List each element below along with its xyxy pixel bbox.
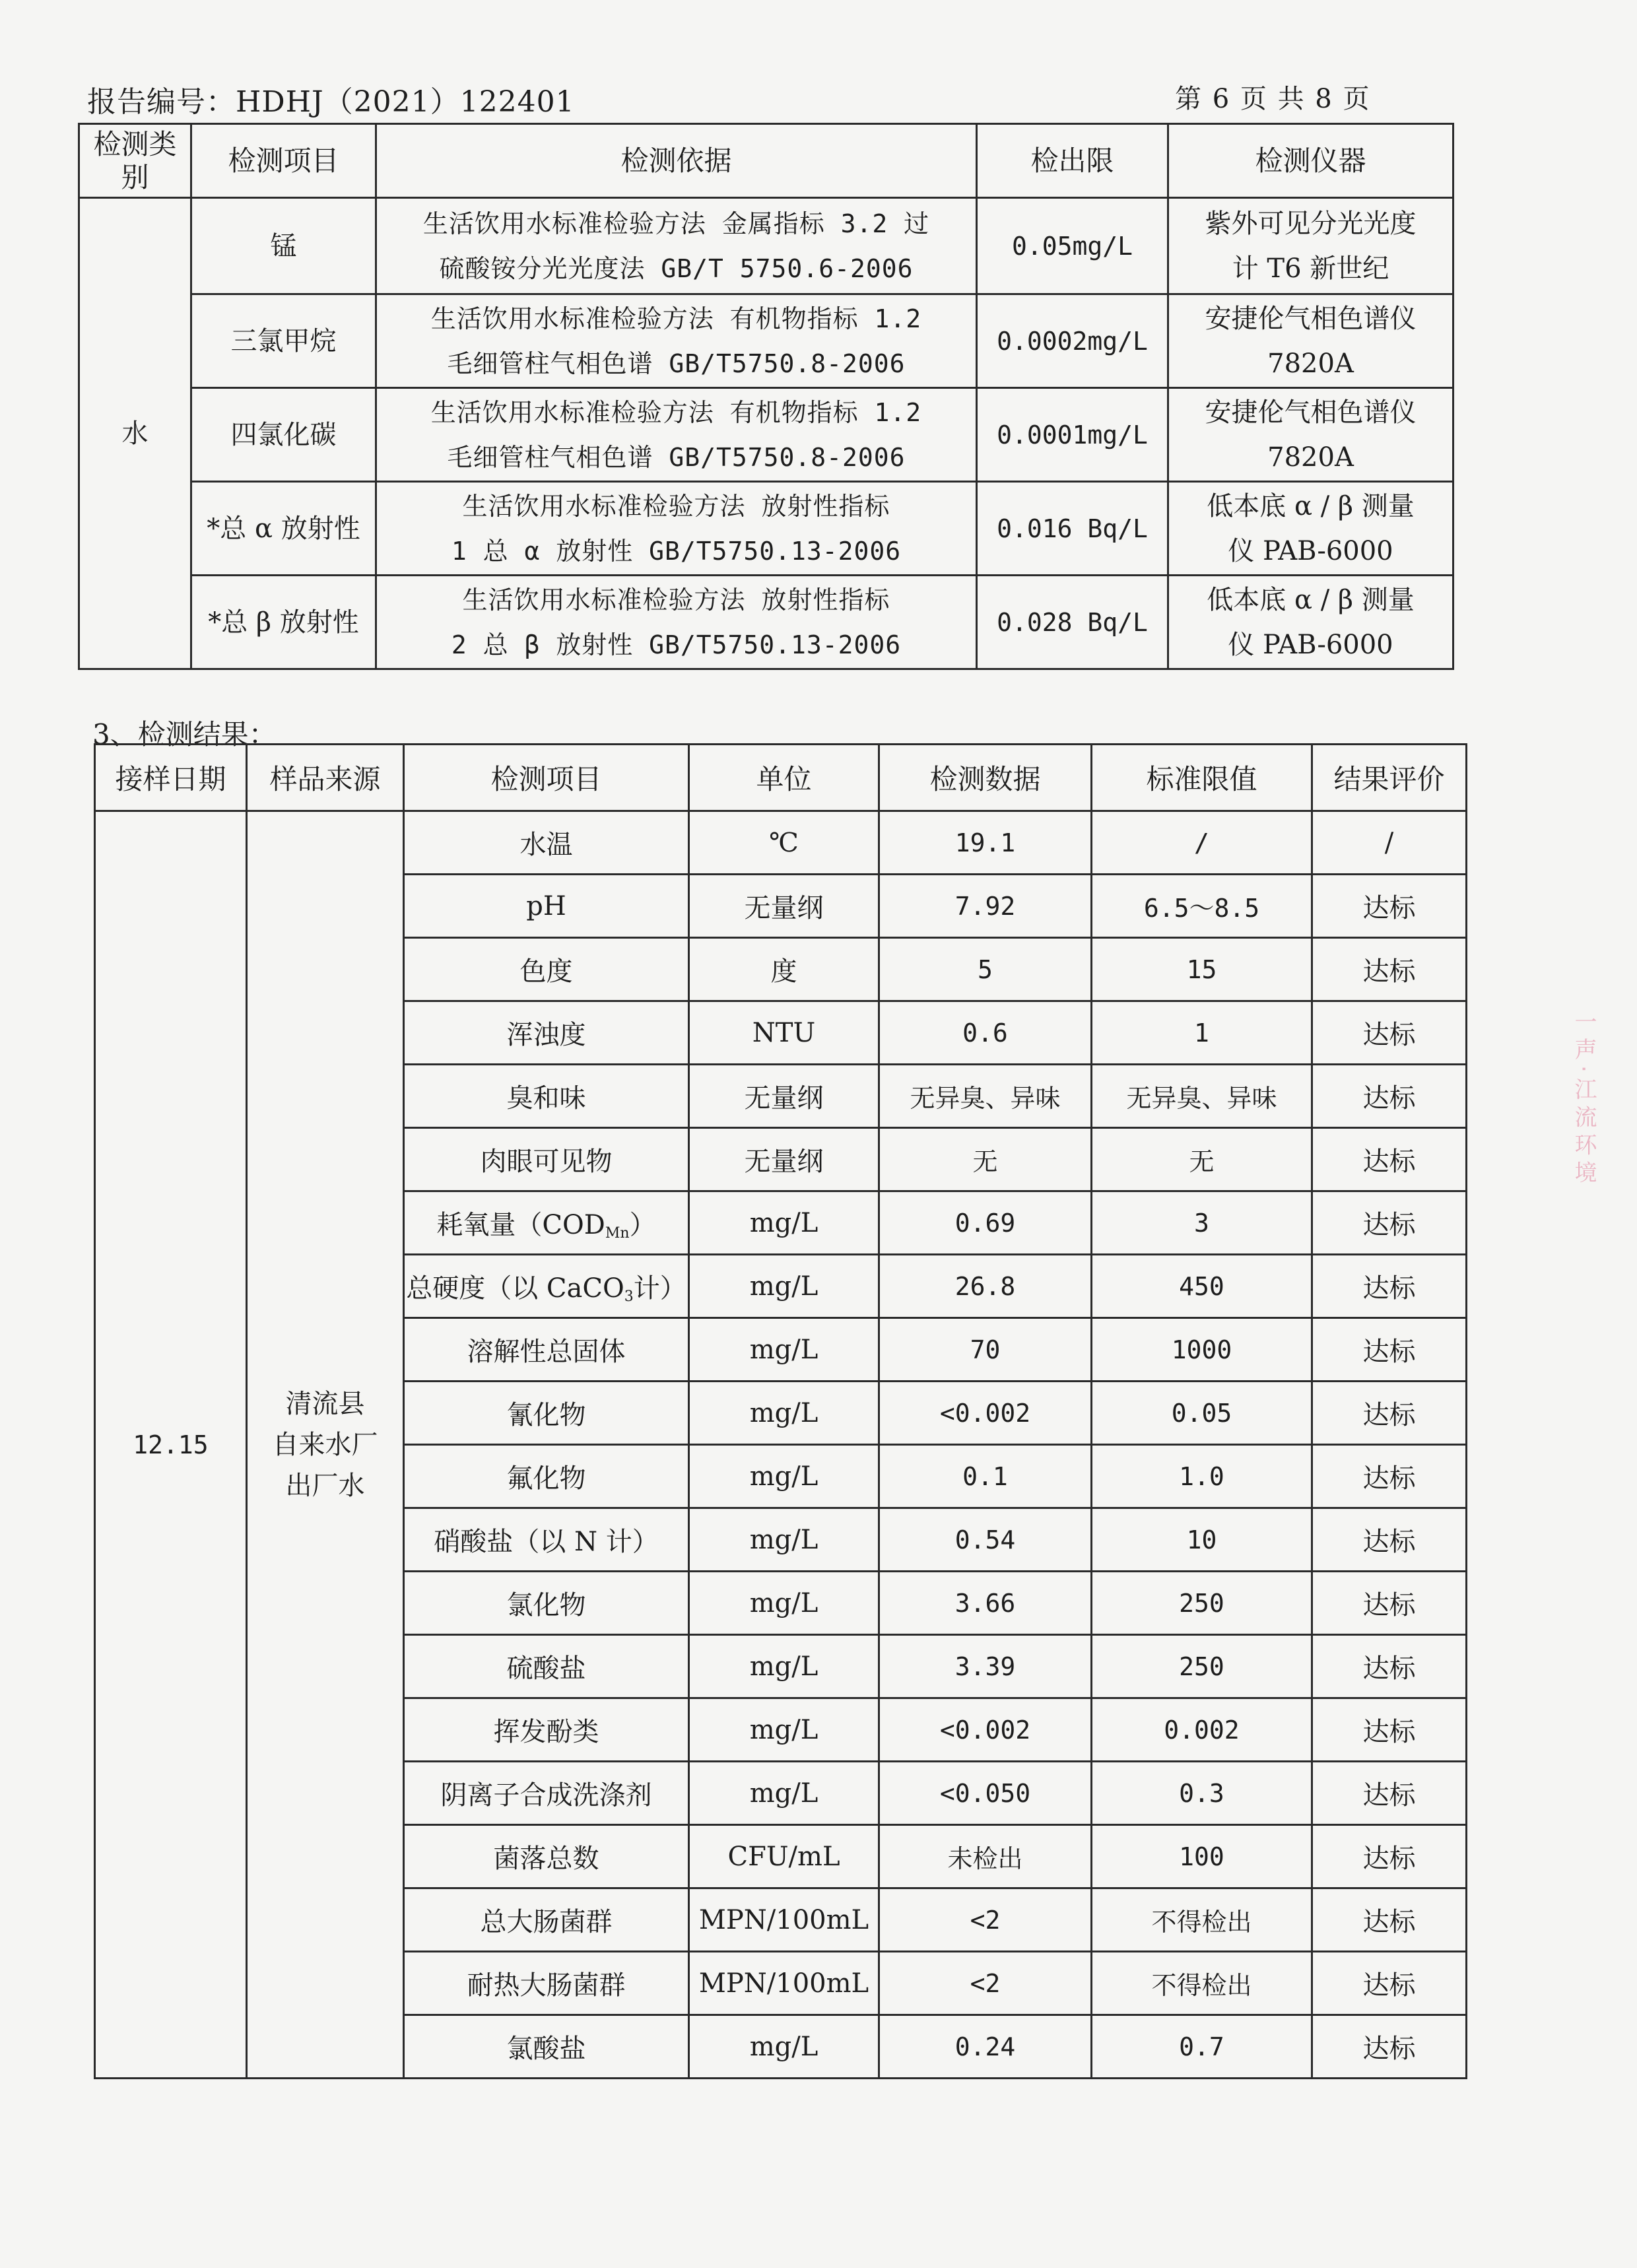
- methods-row: [79, 576, 1453, 669]
- methods-header-instrument: 检测仪器: [1168, 124, 1453, 198]
- result-value: <0.002: [879, 1382, 1092, 1445]
- result-unit: mg/L: [689, 1698, 879, 1762]
- result-limit: 0.05: [1092, 1382, 1312, 1445]
- result-value: <2: [879, 1888, 1092, 1952]
- result-unit: CFU/mL: [689, 1825, 879, 1888]
- result-item: 臭和味: [404, 1065, 689, 1128]
- results-header-source: 样品来源: [247, 745, 404, 811]
- result-evaluation: 达标: [1312, 938, 1467, 1001]
- result-evaluation: 达标: [1312, 1445, 1467, 1508]
- result-item: 挥发酚类: [404, 1698, 689, 1762]
- result-limit: 不得检出: [1092, 1888, 1312, 1952]
- results-row: [95, 811, 1467, 875]
- result-unit: 无量纲: [689, 1065, 879, 1128]
- result-limit: 3: [1092, 1191, 1312, 1255]
- result-unit: mg/L: [689, 1382, 879, 1445]
- result-limit: 250: [1092, 1572, 1312, 1635]
- results-table: [94, 743, 1467, 2079]
- methods-instrument-line-1: 安捷伦气相色谱仪: [1205, 303, 1417, 334]
- result-evaluation: 达标: [1312, 875, 1467, 938]
- methods-basis-line-1: 生活饮用水标准检验方法 金属指标 3.2 过: [422, 209, 930, 238]
- methods-header-limit: 检出限: [977, 124, 1168, 198]
- result-unit: MPN/100mL: [689, 1888, 879, 1952]
- result-item-tail: ）: [629, 1210, 656, 1240]
- result-unit: mg/L: [689, 1762, 879, 1825]
- result-unit: mg/L: [689, 1318, 879, 1382]
- result-item: 氰化物: [404, 1382, 689, 1445]
- result-item: 色度: [404, 938, 689, 1001]
- methods-basis-line-2: 毛细管柱气相色谱 GB/T5750.8-2006: [447, 442, 906, 472]
- result-limit: 6.5～8.5: [1092, 875, 1312, 938]
- result-item: 氯酸盐: [404, 2015, 689, 2079]
- sample-source: [247, 811, 404, 2079]
- methods-row: [79, 388, 1453, 482]
- result-item-tail: 计）: [633, 1273, 686, 1304]
- result-limit: 不得检出: [1092, 1952, 1312, 2015]
- methods-basis-line-2: 2 总 β 放射性 GB/T5750.13-2006: [451, 630, 902, 659]
- methods-basis-line-1: 生活饮用水标准检验方法 放射性指标: [462, 491, 890, 521]
- methods-limit: 0.05mg/L: [977, 198, 1168, 294]
- methods-basis: [376, 388, 977, 482]
- result-evaluation: 达标: [1312, 1698, 1467, 1762]
- result-value: 0.24: [879, 2015, 1092, 2079]
- result-unit: mg/L: [689, 1508, 879, 1572]
- methods-category: 水: [79, 198, 191, 669]
- result-item: 菌落总数: [404, 1825, 689, 1888]
- result-limit: 无异臭、异味: [1092, 1065, 1312, 1128]
- result-limit: 450: [1092, 1255, 1312, 1318]
- result-item-main: 耗氧量（COD: [436, 1210, 605, 1240]
- result-value: 5: [879, 938, 1092, 1001]
- result-item: 肉眼可见物: [404, 1128, 689, 1191]
- result-limit: 0.7: [1092, 2015, 1312, 2079]
- result-evaluation: 达标: [1312, 1572, 1467, 1635]
- result-item-subscript: 3: [624, 1288, 634, 1305]
- result-unit: mg/L: [689, 1191, 879, 1255]
- methods-table: [78, 123, 1454, 670]
- result-limit: 1000: [1092, 1318, 1312, 1382]
- methods-basis-line-1: 生活饮用水标准检验方法 有机物指标 1.2: [430, 397, 922, 427]
- results-header-evaluation: 结果评价: [1312, 745, 1467, 811]
- results-header-limit: 标准限值: [1092, 745, 1312, 811]
- results-header-date: 接样日期: [95, 745, 247, 811]
- methods-item: *总 β 放射性: [191, 576, 376, 669]
- result-unit: mg/L: [689, 1445, 879, 1508]
- methods-item: 三氯甲烷: [191, 294, 376, 388]
- result-limit: 100: [1092, 1825, 1312, 1888]
- methods-instrument-line-1: 低本底 α / β 测量: [1207, 584, 1415, 615]
- seal-stamp: 一声·江流环境: [1570, 1010, 1597, 1189]
- result-evaluation: 达标: [1312, 1508, 1467, 1572]
- result-item: [404, 1255, 689, 1318]
- results-header-unit: 单位: [689, 745, 879, 811]
- result-evaluation: 达标: [1312, 1128, 1467, 1191]
- result-evaluation: /: [1312, 811, 1467, 875]
- methods-instrument-line-2: 计 T6 新世纪: [1232, 253, 1389, 284]
- result-value: 3.66: [879, 1572, 1092, 1635]
- result-value: 0.1: [879, 1445, 1092, 1508]
- result-value: 无异臭、异味: [879, 1065, 1092, 1128]
- result-limit: 无: [1092, 1128, 1312, 1191]
- result-value: 3.39: [879, 1635, 1092, 1698]
- methods-basis-line-2: 1 总 α 放射性 GB/T5750.13-2006: [451, 536, 902, 566]
- result-item: 总大肠菌群: [404, 1888, 689, 1952]
- methods-instrument-line-1: 安捷伦气相色谱仪: [1205, 397, 1417, 428]
- methods-limit: 0.016 Bq/L: [977, 482, 1168, 576]
- methods-item: 四氯化碳: [191, 388, 376, 482]
- result-evaluation: 达标: [1312, 1825, 1467, 1888]
- result-value: 0.54: [879, 1508, 1092, 1572]
- methods-row: [79, 294, 1453, 388]
- methods-basis: [376, 198, 977, 294]
- methods-limit: 0.0002mg/L: [977, 294, 1168, 388]
- result-evaluation: 达标: [1312, 1191, 1467, 1255]
- methods-header-basis: 检测依据: [376, 124, 977, 198]
- methods-item: *总 α 放射性: [191, 482, 376, 576]
- result-limit: 250: [1092, 1635, 1312, 1698]
- result-unit: ℃: [689, 811, 879, 875]
- sample-source-line-1: 清流县: [285, 1388, 365, 1419]
- result-item: [404, 1191, 689, 1255]
- result-limit: 0.002: [1092, 1698, 1312, 1762]
- result-value: 未检出: [879, 1825, 1092, 1888]
- result-evaluation: 达标: [1312, 1635, 1467, 1698]
- methods-row: [79, 482, 1453, 576]
- methods-header-category: 检测类别: [79, 124, 191, 198]
- result-unit: mg/L: [689, 1255, 879, 1318]
- result-value: 7.92: [879, 875, 1092, 938]
- methods-instrument-line-2: 仪 PAB-6000: [1228, 535, 1393, 566]
- result-value: 0.69: [879, 1191, 1092, 1255]
- result-item: 阴离子合成洗涤剂: [404, 1762, 689, 1825]
- result-unit: 无量纲: [689, 875, 879, 938]
- methods-instrument: [1168, 198, 1453, 294]
- result-item: 溶解性总固体: [404, 1318, 689, 1382]
- result-unit: mg/L: [689, 2015, 879, 2079]
- methods-limit: 0.028 Bq/L: [977, 576, 1168, 669]
- result-limit: 1: [1092, 1001, 1312, 1065]
- methods-basis-line-2: 毛细管柱气相色谱 GB/T5750.8-2006: [447, 349, 906, 378]
- result-evaluation: 达标: [1312, 1888, 1467, 1952]
- result-unit: mg/L: [689, 1572, 879, 1635]
- result-item: 硝酸盐（以 N 计）: [404, 1508, 689, 1572]
- result-item: pH: [404, 875, 689, 938]
- sample-source-line-2: 自来水厂: [272, 1429, 378, 1460]
- result-evaluation: 达标: [1312, 1382, 1467, 1445]
- results-header-value: 检测数据: [879, 745, 1092, 811]
- report-number: 报告编号：HDHJ（2021）122401: [87, 85, 575, 119]
- result-item: 氟化物: [404, 1445, 689, 1508]
- result-limit: 1.0: [1092, 1445, 1312, 1508]
- result-value: 26.8: [879, 1255, 1092, 1318]
- methods-instrument-line-2: 7820A: [1267, 348, 1354, 379]
- results-header-item: 检测项目: [404, 745, 689, 811]
- result-unit: mg/L: [689, 1635, 879, 1698]
- sample-source-line-3: 出厂水: [285, 1470, 365, 1501]
- methods-instrument-line-2: 仪 PAB-6000: [1228, 629, 1393, 660]
- result-value: 19.1: [879, 811, 1092, 875]
- methods-basis-line-2: 硫酸铵分光光度法 GB/T 5750.6-2006: [439, 253, 914, 283]
- methods-instrument-line-1: 紫外可见分光光度: [1205, 208, 1417, 239]
- methods-instrument: [1168, 388, 1453, 482]
- result-evaluation: 达标: [1312, 1762, 1467, 1825]
- result-limit: 10: [1092, 1508, 1312, 1572]
- result-item: 氯化物: [404, 1572, 689, 1635]
- methods-instrument-line-1: 低本底 α / β 测量: [1207, 490, 1415, 521]
- result-item: 硫酸盐: [404, 1635, 689, 1698]
- result-item-subscript: Mn: [605, 1225, 630, 1242]
- result-unit: 度: [689, 938, 879, 1001]
- methods-row: [79, 198, 1453, 294]
- methods-item: 锰: [191, 198, 376, 294]
- result-unit: 无量纲: [689, 1128, 879, 1191]
- methods-instrument-line-2: 7820A: [1267, 442, 1354, 473]
- result-value: <0.002: [879, 1698, 1092, 1762]
- result-limit: 15: [1092, 938, 1312, 1001]
- result-item-main: 总硬度（以 CaCO: [406, 1273, 624, 1304]
- results-section-title: 3、检测结果：: [92, 718, 277, 750]
- methods-header-item: 检测项目: [191, 124, 376, 198]
- page-indicator: 第 6 页 共 8 页: [1175, 84, 1371, 114]
- methods-basis-line-1: 生活饮用水标准检验方法 有机物指标 1.2: [430, 304, 922, 333]
- result-item: 耐热大肠菌群: [404, 1952, 689, 2015]
- result-value: <0.050: [879, 1762, 1092, 1825]
- result-evaluation: 达标: [1312, 1318, 1467, 1382]
- result-item: 水温: [404, 811, 689, 875]
- result-value: 无: [879, 1128, 1092, 1191]
- methods-instrument: [1168, 482, 1453, 576]
- result-item: 浑浊度: [404, 1001, 689, 1065]
- result-unit: NTU: [689, 1001, 879, 1065]
- result-value: 70: [879, 1318, 1092, 1382]
- result-evaluation: 达标: [1312, 1065, 1467, 1128]
- methods-basis: [376, 482, 977, 576]
- methods-basis: [376, 294, 977, 388]
- methods-instrument: [1168, 576, 1453, 669]
- result-limit: 0.3: [1092, 1762, 1312, 1825]
- result-evaluation: 达标: [1312, 1001, 1467, 1065]
- methods-limit: 0.0001mg/L: [977, 388, 1168, 482]
- sample-date: 12.15: [95, 811, 247, 2079]
- result-value: <2: [879, 1952, 1092, 2015]
- methods-basis: [376, 576, 977, 669]
- methods-instrument: [1168, 294, 1453, 388]
- result-unit: MPN/100mL: [689, 1952, 879, 2015]
- methods-basis-line-1: 生活饮用水标准检验方法 放射性指标: [462, 585, 890, 615]
- result-evaluation: 达标: [1312, 2015, 1467, 2079]
- result-value: 0.6: [879, 1001, 1092, 1065]
- result-limit: /: [1092, 811, 1312, 875]
- result-evaluation: 达标: [1312, 1255, 1467, 1318]
- result-evaluation: 达标: [1312, 1952, 1467, 2015]
